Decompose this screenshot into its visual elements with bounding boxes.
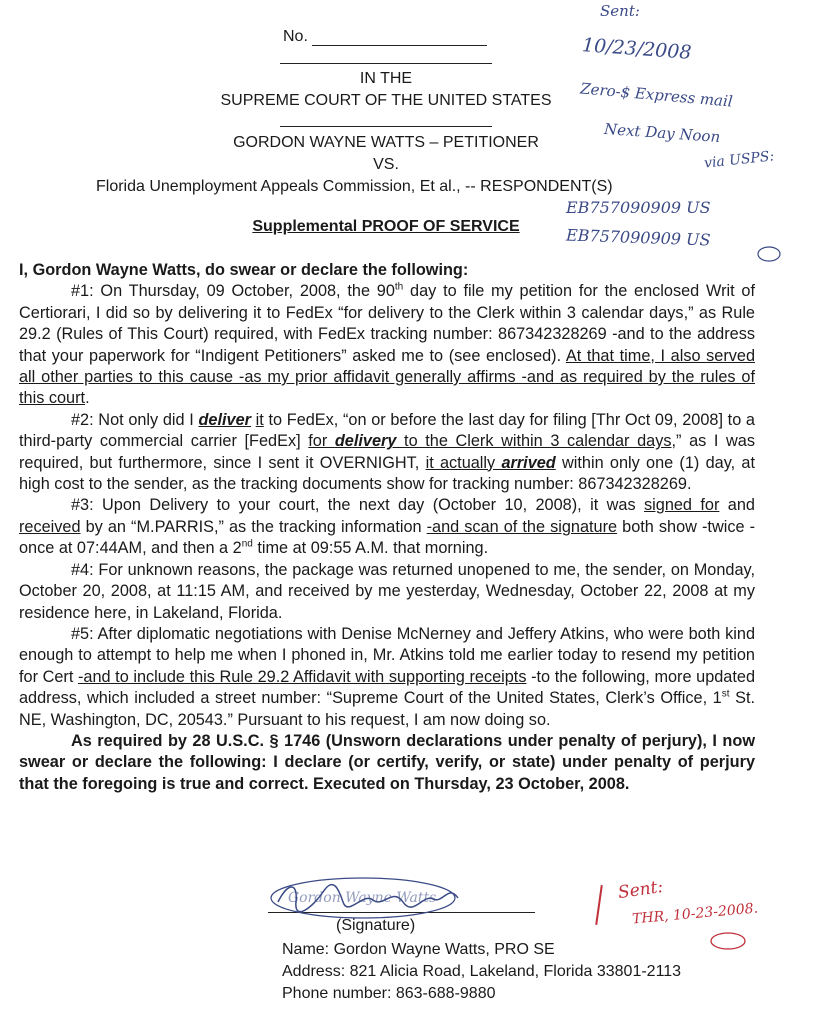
case-number-line (283, 27, 487, 46)
handwritten-tracking-2: EB757090909 US (565, 225, 711, 250)
signer-address: Address: 821 Alicia Road, Lakeland, Florida 33801-2113 (282, 963, 682, 980)
handwritten-via-usps: via USPS: (703, 148, 775, 172)
p3-signed-for: signed for (644, 496, 720, 515)
in-the-line: IN THE (359, 70, 413, 87)
p3-e: time at 09:55 A.M. that morning. (252, 539, 489, 558)
p3-d: both show -twice -once at 07:44AM, and then a 2 (19, 517, 756, 558)
p2-d: ,” as I was required, but furthermore, since I sent it OVERNIGHT, (19, 432, 755, 472)
p1-underlined: At that time, I also served all other parties to this cause -as my prior affidavit generally affirms -and as required by the rules of this court (19, 346, 755, 408)
p2-for: for (308, 432, 335, 451)
signer-name: Name: Gordon Wayne Watts, PRO SE (282, 941, 555, 958)
perjury-declaration: As required by 28 U.S.C. § 1746 (Unsworn declarations under penalty of perjury), I now swear or declare the following: I declare (or certify, verify, or state) under penalty of perjury that the foregoing is true and correct. Executed on Thursday, 23 October, 2008. (19, 731, 755, 793)
petitioner-line: GORDON WAYNE WATTS – PETITIONER (233, 134, 539, 151)
document-body (19, 260, 755, 795)
document-title: Supplemental PROOF OF SERVICE (252, 218, 520, 235)
p3-received: received (19, 517, 81, 536)
p5-b: -to the following, more updated address, which included a street number: “Supreme Court of the United States, Clerk’s Office, 1 (19, 667, 755, 708)
case-number-label: No. (283, 28, 308, 45)
handwritten-express-mail: Zero-$ Express mail (579, 79, 734, 111)
p5-c: St. NE, Washington, DC, 20543.” Pursuant to his request, I am now doing so. (19, 689, 755, 729)
p3-a: #3: Upon Delivery to your court, the next day (October 10, 2008), it was (71, 496, 644, 515)
p2-e: within only one (1) day, at high cost to the sender, as the tracking documents show for tracking number: 867342328269. (19, 453, 755, 494)
p3-b: and (719, 496, 755, 515)
paragraph-5 (19, 624, 755, 731)
signer-phone: Phone number: 863-688-9880 (282, 985, 496, 1002)
handwritten-date: 10/23/2008 (581, 34, 693, 64)
p2-it: it (255, 410, 264, 429)
court-name: SUPREME COURT OF THE UNITED STATES (220, 92, 552, 109)
paragraph-4: #4: For unknown reasons, the package was returned unopened to me, the sender, on Monday, October 20, 2008, at 11:15 AM, and received by me yesterday, Wednesday, October 22, 2008 at my residence here, in Lakeland, Florida. (19, 560, 755, 622)
signature-label: (Signature) (336, 917, 416, 934)
p2-it-actually: it actually (425, 453, 502, 472)
intro-line: I, Gordon Wayne Watts, do swear or declare the following: (19, 261, 469, 279)
p3-scan: -and scan of the signature (426, 517, 618, 536)
red-bracket (595, 885, 603, 925)
p1-text-b: day to file my petition for the enclosed Writ of Certiorari, I did so by delivering it to FedEx “for delivery to the Clerk within 3 calendar days,” as Rule 29.2 (Rules of This Court) required, with FedEx tracking number: 867342328269 -and to the address that your paperwork for “Indigent Petitioners” asked me to (see enclosed). (19, 282, 755, 365)
p3-sup: nd (241, 538, 253, 550)
case-number-blank (312, 29, 487, 46)
initials-circle-blue (756, 244, 782, 264)
p1-end: . (85, 389, 90, 408)
p2-delivery: delivery (334, 432, 397, 451)
p5-underlined: -and to include this Rule 29.2 Affidavit with supporting receipts (77, 667, 527, 686)
p5-sup: st (721, 688, 730, 700)
header-rule (280, 63, 492, 64)
handwritten-next-day: Next Day Noon (603, 119, 721, 147)
p5-a: #5: After diplomatic negotiations with Denise McNerney and Jeffery Atkins, who were both kind enough to attempt to help me when I phoned in, Mr. Atkins told me earlier today to resend my petition for Cert (19, 624, 755, 686)
handwritten-sent-top: Sent: (600, 2, 640, 20)
respondent-line: Florida Unemployment Appeals Commission, Et al., -- RESPONDENT(S) (96, 178, 613, 195)
p3-c: by an “M.PARRIS,” as the tracking information (80, 517, 427, 536)
paragraph-2 (19, 410, 755, 496)
p2-c: to FedEx, “on or before the last day for filing [Thr Oct 09, 2008] to a third-party commercial carrier [FedEx] (19, 410, 755, 451)
p2-a: #2: Not only did I (71, 410, 199, 429)
caption-rule (280, 126, 492, 127)
signature-text: Gordon Wayne Watts (288, 890, 437, 906)
p1-sup: th (394, 281, 404, 293)
p1-text-a: #1: On Thursday, 09 October, 2008, the 90 (71, 282, 395, 301)
handwritten-red-date: THR, 10-23-2008. (631, 900, 759, 928)
handwritten-tracking-1: EB757090909 US (566, 198, 711, 217)
initials-circle-red (708, 930, 748, 952)
vs-line: VS. (373, 156, 399, 173)
p2-arrived: arrived (501, 453, 556, 472)
paragraph-1 (19, 281, 755, 409)
p2-to-clerk: to the Clerk within 3 calendar days (396, 432, 672, 451)
p2-deliver: deliver (198, 410, 251, 429)
paragraph-3 (19, 495, 755, 559)
handwritten-red-sent: Sent: (616, 876, 665, 904)
